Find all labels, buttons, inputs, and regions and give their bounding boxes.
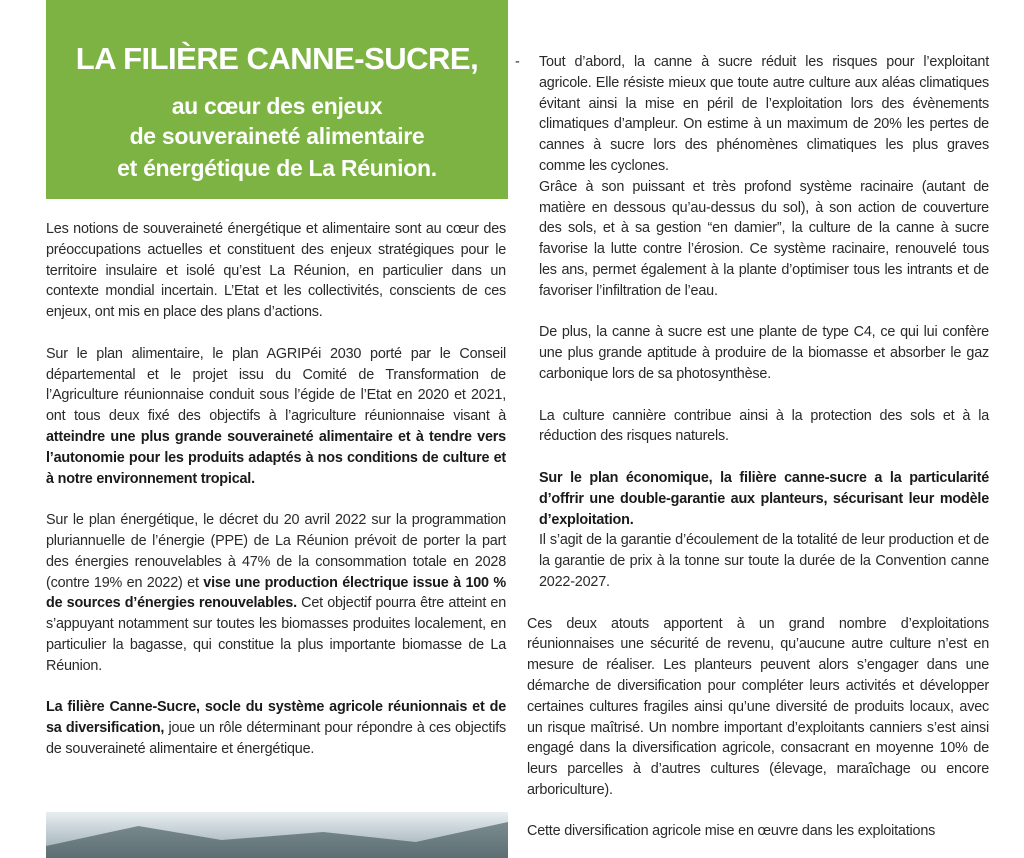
right-column	[515, 52, 989, 842]
food-paragraph-text: Sur le plan alimentaire, le plan AGRIPéi 2030 porté par le Conseil départemental et le projet issu du Comité de Transformation de l’Agriculture réunionnaise conduit sous l’égide de l’Etat en 2020 et 2021, ont tous deux fixé des objectifs à l’agriculture réunionnaise visant à	[46, 345, 506, 425]
sector-paragraph	[46, 697, 506, 759]
c4-paragraph: De plus, la canne à sucre est une plante de type C4, ce qui lui confère une plus grande aptitude à produire de la biomasse et absorber le gaz carbonique lors de sa photosynthèse.	[539, 324, 989, 382]
sector-paragraph-emphasis: La filière Canne-Sucre, socle du système agricole réunionnais et de sa diversification,	[46, 699, 506, 737]
page-subtitle-line-3: et énergétique de La Réunion.	[117, 155, 437, 181]
energy-paragraph-emphasis: vise une production électrique issue à 100 % de sources d’énergies renouvelables.	[46, 574, 506, 612]
diversification-continued: Cette diversification agricole mise en œuvre dans les exploitations	[527, 823, 936, 840]
food-paragraph	[46, 344, 506, 490]
energy-paragraph-tail: Cet objectif pourra être atteint en s’appuyant notamment sur toutes les biomasses produites localement, en particulier la bagasse, qui constitue la plus importante biomasse de La Réunion.	[46, 595, 506, 674]
energy-paragraph	[46, 510, 506, 676]
energy-paragraph-text: Sur le plan énergétique, le décret du 20 avril 2022 sur la programmation pluriannuelle de l’énergie (PPE) de La Réunion prévoit de porter la part des énergies renouvelables à 47% de la consommation totale en 2028 (contre 19% en 2022) et	[46, 512, 506, 591]
economic-paragraph-emphasis: Sur le plan économique, la filière canne-sucre a la particularité d’offrir une double-garantie aux planteurs, sécurisant leur modèle d’exploitation.	[539, 469, 989, 528]
soil-paragraph: La culture cannière contribue ainsi à la protection des sols et à la réduction des risques naturels.	[539, 407, 989, 445]
left-column	[46, 219, 506, 781]
diversification-paragraph: Ces deux atouts apportent à un grand nombre d’exploitations réunionnaises une sécurité de revenu, qu’aucune autre culture n’est en mesure de réaliser. Les planteurs peuvent alors s’engager dans une démarche de diversification pour compléter leurs activités et développer certaines cultures fragiles ainsi qu’une diversité de produits locaux, avec un risque maîtrisé. Un nombre important d’exploitants canniers s’est ainsi engagé dans la diversification agricole, consacrant en moyenne 10% de leurs parcelles à d’autres cultures (élevage, maraîchage ou encore arboriculture).	[527, 615, 989, 798]
risk-paragraph: Tout d’abord, la canne à sucre réduit les risques pour l’exploitant agricole. Elle résiste mieux que toute autre culture aux aléas climatiques évitant ainsi la mise en péril de l’exploitation lors des évènements climatiques d’ampleur. On estime à un maximum de 20% les pertes de cannes à sucre lors des phénomènes climatiques les plus graves comme les cyclones.	[539, 54, 989, 174]
guarantee-paragraph: Il s’agit de la garantie d’écoulement de la totalité de leur production et de la garantie de prix à la tonne sur toute la durée de la Convention canne 2022-2027.	[539, 532, 989, 590]
page-title: LA FILIÈRE CANNE-SUCRE,	[75, 41, 479, 76]
root-paragraph: Grâce à son puissant et très profond système racinaire (autant de matière en dessous qu’au-dessus du sol), à son action de couverture des sols, et à sa gestion “en damier”, la culture de la canne à sucre favorise la lutte contre l’érosion. Ce système racinaire, renouvelé tous les ans, permet également à la plante d’optimiser tous les intrants et de favoriser l’infiltration de l’eau.	[539, 178, 989, 299]
bullet-dash: -	[515, 54, 520, 70]
sector-paragraph-text: joue un rôle déterminant pour répondre à ces objectifs de souveraineté alimentaire et énergétique.	[46, 720, 506, 757]
title-banner	[46, 0, 508, 199]
page-subtitle-line-2: de souveraineté alimentaire	[129, 123, 425, 149]
page-subtitle-line-1: au cœur des enjeux	[171, 93, 383, 119]
landscape-photo	[46, 812, 508, 858]
food-paragraph-emphasis: atteindre une plus grande souveraineté alimentaire et à tendre vers l’autonomie pour les produits adaptés à nos conditions de culture et à notre environnement tropical.	[46, 428, 506, 487]
intro-paragraph: Les notions de souveraineté énergétique et alimentaire sont au cœur des préoccupations actuelles et constituent des enjeux stratégiques pour le territoire insulaire et isolé qu’est La Réunion, en particulier dans un contexte mondial incertain. L’Etat et les collectivités, conscients de ces enjeux, ont mis en place des plans d’actions.	[46, 221, 506, 321]
mountain-shape	[46, 818, 508, 858]
